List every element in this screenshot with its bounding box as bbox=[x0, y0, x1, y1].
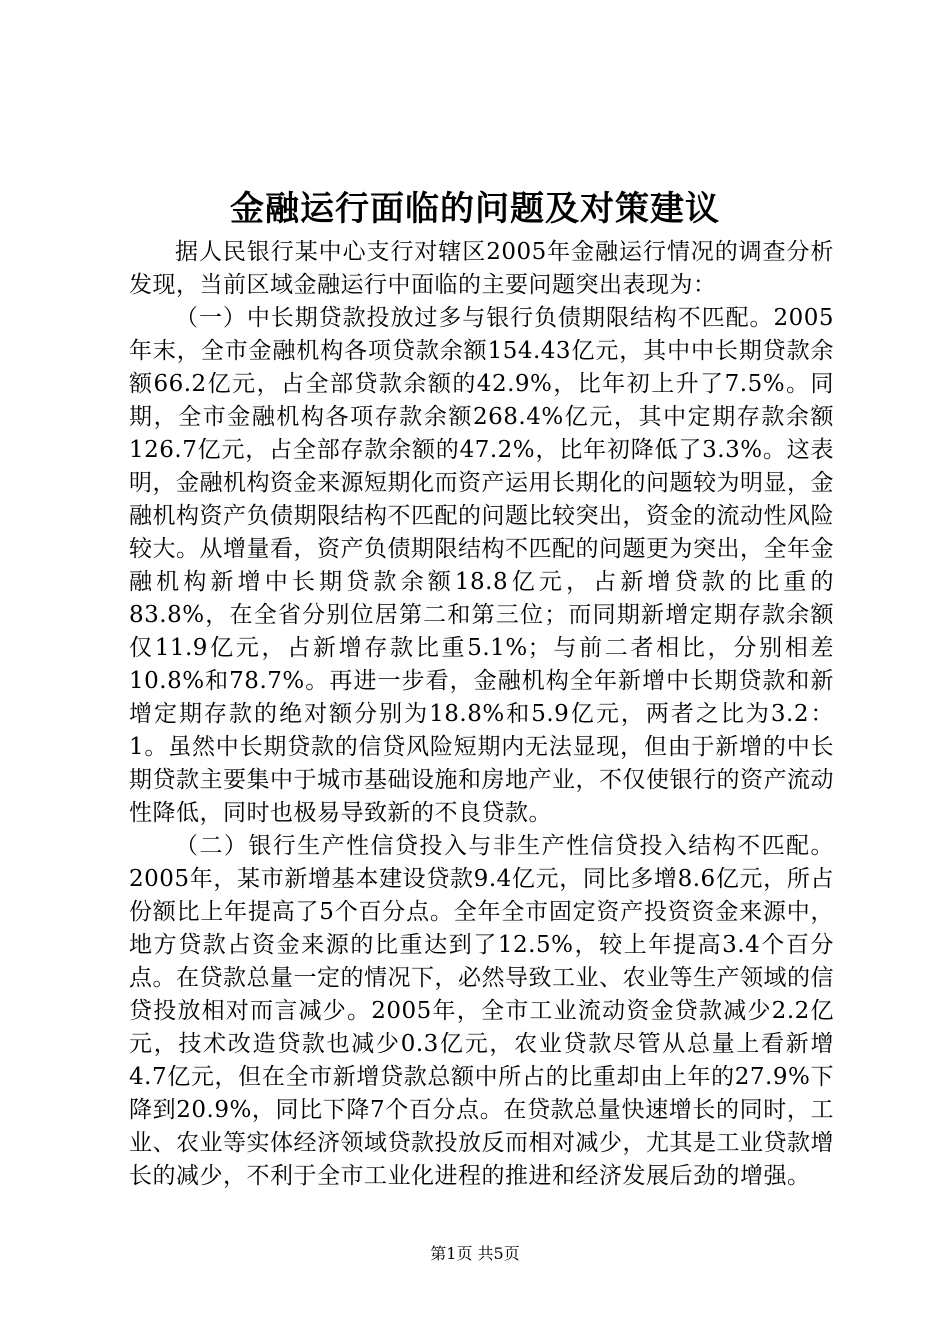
document-body bbox=[129, 236, 834, 1193]
paragraph-intro: 据人民银行某中心支行对辖区2005年金融运行情况的调查分析发现，当前区域金融运行中面临的主要问题突出表现为： bbox=[129, 239, 834, 298]
document-title: 金融运行面临的问题及对策建议 bbox=[230, 189, 720, 229]
paragraph-section-1: （一）中长期贷款投放过多与银行负债期限结构不匹配。2005年末，全市金融机构各项贷款余额154.43亿元，其中中长期贷款余额66.2亿元，占全部贷款余额的42.9%，比年初上升了7.5%。同期，全市金融机构各项存款余额268.4%亿元，其中定期存款余额126.7亿元，占全部存款余额的47.2%，比年初降低了3.3%。这表明，金融机构资金来源短期化而资产运用长期化的问题较为明显，金融机构资产负债期限结构不匹配的问题比较突出，资金的流动性风险较大。从增量看，资产负债期限结构不匹配的问题更为突出，全年金融机构新增中长期贷款余额18.8亿元，占新增贷款的比重的83.8%，在全省分别位居第二和第三位；而同期新增定期存款余额仅11.9亿元，占新增存款比重5.1%；与前二者相比，分别相差10.8%和78.7%。再进一步看，金融机构全年新增中长期贷款和新增定期存款的绝对额分别为18.8%和5.9亿元，两者之比为3.2：1。虽然中长期贷款的信贷风险短期内无法显现，但由于新增的中长期贷款主要集中于城市基础设施和房地产业，不仅使银行的资产流动性降低，同时也极易导致新的不良贷款。 bbox=[129, 305, 834, 826]
page-number-footer: 第1页 共5页 bbox=[430, 1244, 520, 1263]
paragraph-section-2: （二）银行生产性信贷投入与非生产性信贷投入结构不匹配。2005年，某市新增基本建设贷款9.4亿元，同比多增8.6亿元，所占份额比上年提高了5个百分点。全年全市固定资产投资资金来源中，地方贷款占资金来源的比重达到了12.5%，较上年提高3.4个百分点。在贷款总量一定的情况下，必然导致工业、农业等生产领域的信贷投放相对而言减少。2005年，全市工业流动资金贷款减少2.2亿元，技术改造贷款也减少0.3亿元，农业贷款尽管从总量上看新增4.7亿元，但在全市新增贷款总额中所占的比重却由上年的27.9%下降到20.9%，同比下降7个百分点。在贷款总量快速增长的同时，工业、农业等实体经济领域贷款投放反而相对减少，尤其是工业贷款增长的减少，不利于全市工业化进程的推进和经济发展后劲的增强。 bbox=[129, 833, 834, 1189]
